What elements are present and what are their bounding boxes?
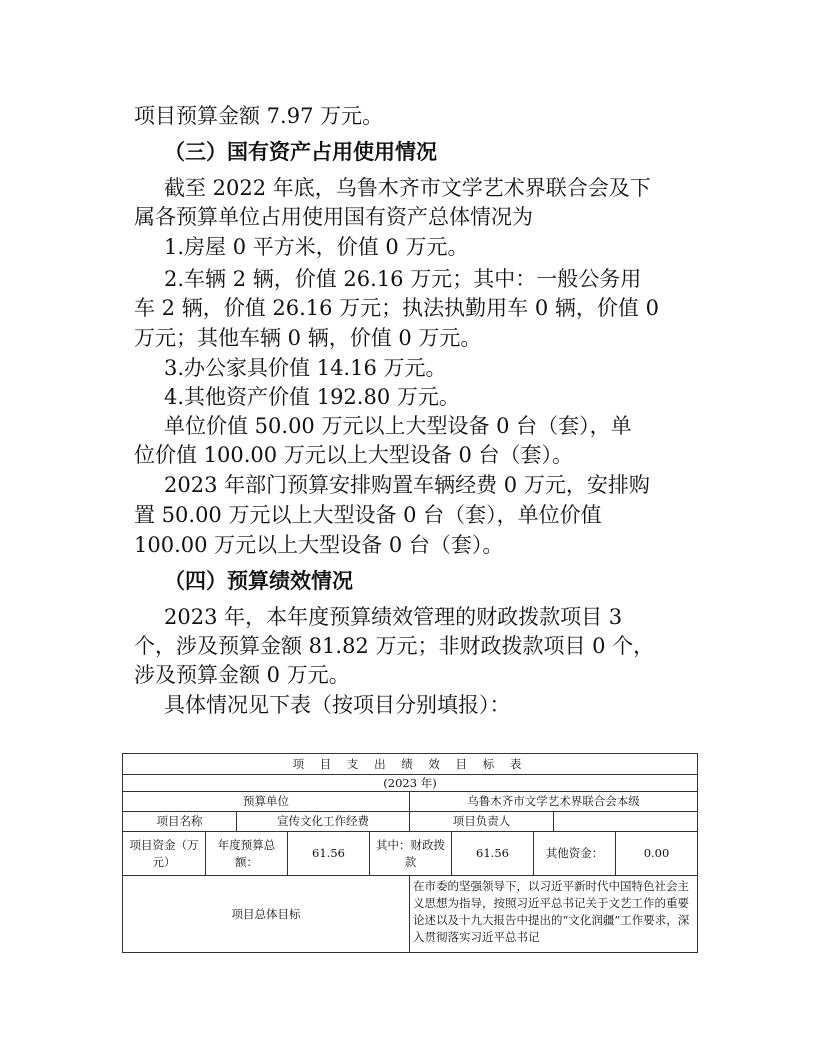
budget-unit-label: 预算单位 xyxy=(123,792,410,812)
text-line-14: 100.00 万元以上大型设备 0 台（套）。 xyxy=(134,533,504,557)
table-year: (2023 年) xyxy=(123,775,697,792)
text-line-17: 涉及预算金额 0 万元。 xyxy=(134,663,350,687)
text-line-5: 2.车辆 2 辆，价值 26.16 万元；其中：一般公务用 xyxy=(164,267,642,291)
section-heading-assets: （三）国有资产占用使用情况 xyxy=(164,140,437,164)
budget-unit-value: 乌鲁木齐市文学艺术界联合会本级 xyxy=(410,792,697,812)
annual-budget-value: 61.56 xyxy=(288,832,370,876)
text-line-11: 位价值 100.00 万元以上大型设备 0 台（套）。 xyxy=(134,443,574,467)
project-leader-label: 项目负责人 xyxy=(410,812,554,832)
text-line-13: 置 50.00 万元以上大型设备 0 台（套），单位价值 xyxy=(134,503,602,527)
section-heading-performance: （四）预算绩效情况 xyxy=(164,569,353,593)
text-line-16: 个，涉及预算金额 81.82 万元；非财政拨款项目 0 个， xyxy=(134,634,655,658)
text-line-18: 具体情况见下表（按项目分别填报）： xyxy=(164,693,511,717)
text-line-8: 3.办公家具价值 14.16 万元。 xyxy=(164,356,447,380)
fiscal-value: 61.56 xyxy=(452,832,534,876)
text-line-12: 2023 年部门预算安排购置车辆经费 0 万元，安排购 xyxy=(164,473,650,497)
annual-budget-label: 年度预算总额： xyxy=(206,832,288,876)
text-line-15: 2023 年，本年度预算绩效管理的财政拨款项目 3 xyxy=(164,605,623,629)
performance-target-table xyxy=(122,753,698,953)
other-funds-label: 其他资金： xyxy=(534,832,616,876)
other-funds-value: 0.00 xyxy=(616,832,697,876)
text-line-2: 截至 2022 年底，乌鲁木齐市文学艺术界联合会及下 xyxy=(164,176,651,200)
text-line-7: 万元；其他车辆 0 辆，价值 0 万元。 xyxy=(134,326,482,350)
funds-label: 项目资金（万元） xyxy=(123,832,206,876)
text-line-6: 车 2 辆，价值 26.16 万元；执法执勤用车 0 辆，价值 0 xyxy=(134,296,659,320)
overall-goal-label: 项目总体目标 xyxy=(123,876,410,952)
text-line-1: 项目预算金额 7.97 万元。 xyxy=(134,104,384,128)
fiscal-label: 其中：财政拨款 xyxy=(370,832,452,876)
text-line-9: 4.其他资产价值 192.80 万元。 xyxy=(164,385,460,409)
overall-goal-text: 在市委的坚强领导下，以习近平新时代中国特色社会主义思想为指导，按照习近平总书记关于文艺工作的重要论述以及十九大报告中提出的“文化润疆”工作要求，深入贯彻落实习近平总书记 xyxy=(413,879,690,944)
project-name-label: 项目名称 xyxy=(123,812,237,832)
text-line-10: 单位价值 50.00 万元以上大型设备 0 台（套），单 xyxy=(164,414,632,438)
text-line-4: 1.房屋 0 平方米，价值 0 万元。 xyxy=(164,235,469,259)
project-name-value: 宣传文化工作经费 xyxy=(237,812,410,832)
text-line-3: 属各预算单位占用使用国有资产总体情况为 xyxy=(134,205,533,229)
table-title: 项 目 支 出 绩 效 目 标 表 xyxy=(123,754,697,775)
project-leader-value xyxy=(554,812,697,832)
